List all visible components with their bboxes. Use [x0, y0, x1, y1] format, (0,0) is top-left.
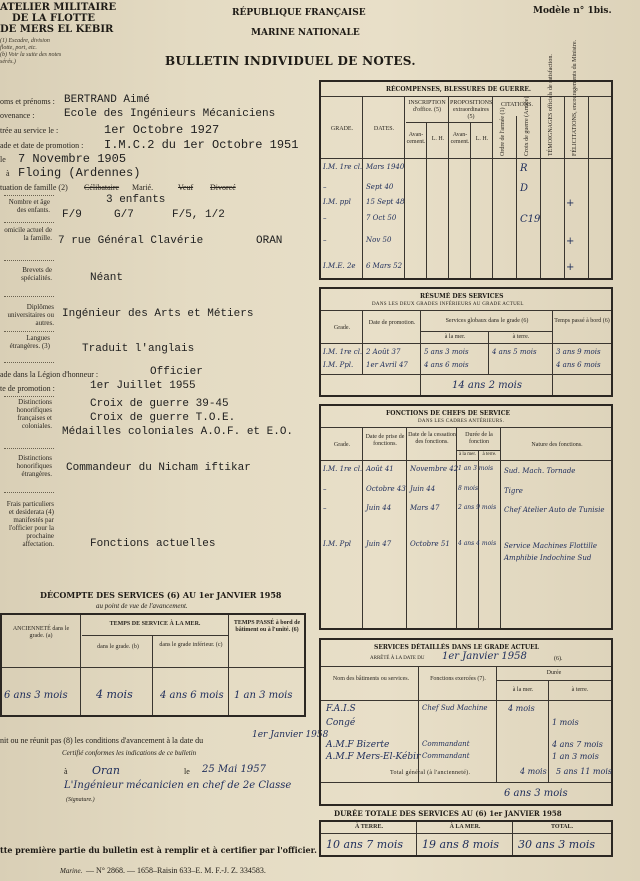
date-le: le [184, 767, 190, 776]
name-label: oms et prénoms : [0, 97, 55, 106]
atelier-header [0, 2, 116, 35]
dist-fr-1: Croix de guerre 39-45 [90, 398, 229, 410]
fonctions-title: FONCTIONS DE CHEFS DE SERVICE [386, 410, 511, 417]
decompte-subtitle: au point de vue de l'avancement. [96, 602, 188, 610]
detailles-grand-total: 6 ans 3 mois [504, 788, 568, 799]
frais-label: Frais particuliers et desiderata (4) manifestés par l'officier pour la prochaine affectation. [6, 500, 54, 548]
rec-sub-d: L. H. [475, 136, 489, 142]
detailles-row-fonction: Commandant [422, 740, 470, 748]
dist-fr-label: Distinctions honorifiques françaises et coloniales. [16, 398, 52, 430]
resume-subtitle: DANS LES DEUX GRADES INFÉRIEURS AU GRADE ACTUEL [372, 302, 524, 307]
marine-title: MARINE NATIONALE [251, 28, 360, 38]
fonctions-row-debut: Juin 47 [366, 540, 392, 548]
birth-date: 7 Novembre 1905 [18, 152, 127, 166]
fonctions-col-terre: à terre. [482, 452, 497, 457]
fonctions-col-mer: à la mer. [458, 452, 477, 457]
rec-sub-f: Croix de guerre (Armée) [524, 96, 530, 156]
fonctions-row-fin: Mars 47 [410, 504, 440, 512]
rec-col-dates: DATES. [373, 126, 395, 132]
child-age-2: G/7 [114, 209, 134, 221]
decompte-col-anc: ANCIENNETÉ dans le grade. (a) [12, 626, 70, 639]
detailles-date: 1er Janvier 1958 [442, 651, 527, 662]
duree-terre-value: 10 ans 7 mois [326, 838, 403, 851]
fonctions-row-duree: 1 an 3 mois [458, 465, 494, 472]
honneur-value: Officier [150, 366, 203, 378]
family-label: tuation de famille (2) [0, 183, 68, 192]
fonctions-row-grade: – [323, 504, 327, 512]
duree-total-value: 30 ans 3 mois [518, 838, 595, 851]
atelier-notes [0, 38, 61, 66]
detailles-row-fonction: Chef Sud Machine [422, 704, 488, 712]
fonctions-row-duree: 4 ans 4 mois [458, 540, 497, 547]
detailles-col-duree: Durée [546, 670, 562, 676]
rec-sub-b: L. H. [431, 136, 445, 142]
date-value: 25 Mai 1957 [202, 764, 266, 775]
rec-sub-a: Avan-cement. [406, 132, 426, 145]
footer-code: — N° 2868. — 1658–Raisin 633–E. M. F.-J. Z. 334583. [86, 866, 266, 875]
fonctions-row-nature: Tigre [504, 487, 523, 495]
rec-row-mark: D [520, 183, 529, 194]
grade-label: ade et date de promotion : [0, 141, 84, 150]
detailles-row-terre: 1 an 3 mois [552, 752, 599, 761]
resume-total: 14 ans 2 mois [452, 380, 522, 391]
rec-row-date: Nov 50 [366, 236, 392, 244]
detailles-row-fonction: Commandant [422, 752, 470, 760]
rec-row-grade: – [323, 183, 327, 191]
dist-fr-2: Croix de guerre T.O.E. [90, 412, 236, 424]
dist-etr-value: Commandeur du Nicham iftikar [66, 462, 251, 474]
child-age-1: F/9 [62, 209, 82, 221]
detailles-ref: (6). [554, 656, 563, 662]
resume-col-terre: à terre. [512, 334, 530, 340]
grade-value: I.M.C.2 du 1er Octobre 1951 [104, 138, 299, 152]
rec-sub-e: Ordre de l'armée (1) [500, 107, 506, 156]
bulletin-title: BULLETIN INDIVIDUEL DE NOTES. [165, 54, 416, 68]
children-count: 3 enfants [106, 194, 166, 206]
resume-row-date: 1er Avril 47 [366, 361, 408, 369]
decompte-mer-a-value: 4 mois [96, 688, 133, 701]
resume-row-terre: 4 ans 5 mois [492, 348, 537, 356]
rec-row-date: Sept 40 [366, 183, 394, 191]
recompenses-title: RÉCOMPENSES, BLESSURES DE GUERRE. [386, 86, 532, 93]
fonctions-row-duree: 2 ans 9 mois [458, 504, 497, 511]
footer-marine: Marine. [60, 867, 83, 875]
diplomes-value: Ingénieur des Arts et Métiers [62, 308, 254, 320]
detailles-col-nom: Nom des bâtiments ou services. [332, 676, 410, 682]
atelier-note1: (1) Escadre, division [0, 38, 50, 44]
atelier-line1: ATELIER MILITAIRE [0, 2, 117, 13]
detailles-total-mer: 4 mois [520, 767, 547, 776]
rec-row-mark: + [566, 198, 575, 209]
reunit-date: 1er Janvier 1958 [252, 730, 329, 740]
atelier-note3: (b) Voir la suite des notes [0, 52, 62, 58]
birth-place: Floing (Ardennes) [18, 166, 141, 180]
decompte-passe-value: 1 an 3 mois [234, 690, 293, 701]
rec-col-inscription: INSCRIPTION d'office. (5) [408, 100, 446, 113]
rec-row-grade: I.M. ppl [323, 198, 351, 206]
republic-title: RÉPUBLIQUE FRANÇAISE [232, 8, 366, 18]
resume-row-mer: 4 ans 6 mois [424, 361, 469, 369]
fonctions-row-nature: Sud. Mach. Tornade [504, 467, 576, 475]
detailles-row-terre: 1 mois [552, 718, 579, 727]
detailles-row-terre: 4 ans 7 mois [552, 740, 603, 749]
resume-col-mer: à la mer. [444, 334, 466, 340]
signataire: L'Ingénieur mécanicien en chef de 2e Classe [64, 780, 292, 791]
detailles-row-mer: 4 mois [508, 704, 535, 713]
honneur-date-label: te de promotion : [0, 384, 55, 393]
entry-value: 1er Octobre 1927 [104, 123, 220, 137]
fonctions-row-nature: Chef Atelier Auto de Tunisie [504, 506, 605, 514]
detailles-col-terre: à terre. [571, 687, 589, 693]
birth-place-label: à [6, 169, 10, 178]
fonctions-row-debut: Juin 44 [366, 504, 392, 512]
fonctions-row-fin: Novembre 42 [410, 465, 459, 473]
atelier-line3: DE MERS EL KEBIR [0, 24, 114, 35]
honneur-date: 1er Juillet 1955 [90, 380, 196, 392]
rec-row-grade: – [323, 214, 327, 222]
detailles-total-label: Total général (à l'ancienneté). [390, 770, 471, 776]
family-celibataire: Célibataire [84, 183, 120, 192]
family-divorce: Divorcé [210, 183, 236, 192]
resume-row-passe: 3 ans 9 mois [556, 348, 601, 356]
child-age-3: F/5, 1/2 [172, 209, 225, 221]
fonctions-row-debut: Octobre 43 [366, 485, 406, 493]
lieu-value: Oran [92, 764, 120, 777]
domicile-city: ORAN [256, 235, 283, 247]
fonctions-col-debut: Date de prise de fonctions. [365, 434, 405, 447]
duree-title: DURÉE TOTALE DES SERVICES AU (6) 1er JANVIER 1958 [334, 809, 562, 818]
detailles-col-mer: à la mer. [512, 687, 534, 693]
langues-value: Traduit l'anglais [82, 343, 195, 355]
decompte-anc-value: 6 ans 3 mois [4, 690, 68, 701]
resume-col-grade: Grade. [333, 325, 351, 331]
fonctions-row-fin: Juin 44 [410, 485, 436, 493]
children-label: Nombre et âge des enfants. [8, 198, 50, 214]
detailles-col-fonctions: Fonctions exercées (7). [430, 676, 486, 682]
domicile-label: omicile actuel de la famille. [4, 226, 52, 242]
brevets-value: Néant [90, 272, 124, 284]
decompte-title: DÉCOMPTE DES SERVICES (6) AU 1er JANVIER 1958 [40, 590, 282, 600]
detailles-row-nom: Congé [326, 718, 356, 728]
fonctions-row-grade: I.M. 1re cl. [323, 465, 363, 473]
decompte-col-passe: TEMPS PASSÉ à bord de bâtiment ou à l'unité. (6) [233, 620, 301, 633]
atelier-line2: DE LA FLOTTE [12, 13, 96, 24]
footer-note: tte première partie du bulletin est à remplir et à certifier par l'officier. [0, 845, 317, 855]
fonctions-row-grade: I.M. Ppl [323, 540, 352, 548]
atelier-note4: sérés.) [0, 59, 16, 65]
rec-row-date: 7 Oct 50 [366, 214, 397, 222]
resume-row-passe: 4 ans 6 mois [556, 361, 601, 369]
rec-row-grade: I.M.E. 2e [323, 262, 356, 270]
dist-fr-3: Médailles coloniales A.O.F. et E.O. [62, 426, 294, 438]
certifie-text: Certifié conformes les indications de ce bulletin [62, 749, 197, 757]
model-number: Modèle n° 1bis. [533, 6, 612, 16]
fonctions-row-fin: Octobre 51 [410, 540, 450, 548]
lieu-a: à [64, 767, 68, 776]
rec-col-citations: CITATIONS. [500, 102, 534, 108]
name-value: BERTRAND Aimé [64, 94, 150, 106]
rec-sub-c: Avan-cement. [450, 132, 470, 145]
rec-row-mark: + [566, 236, 575, 247]
duree-col-total: TOTAL. [551, 824, 573, 830]
resume-col-glob: Services globaux dans le grade (6) [445, 318, 529, 324]
rec-col-grade: GRADE. [330, 126, 354, 132]
resume-col-passe: Temps passé à bord (6) [554, 318, 610, 324]
fonctions-col-grade: Grade. [333, 442, 351, 448]
decompte-col-mer: TEMPS DE SERVICE À LA MER. [109, 621, 201, 627]
frais-value: Fonctions actuelles [90, 538, 216, 550]
rec-row-grade: I.M. 1re cl. [323, 163, 363, 171]
rec-row-date: Mars 1940 [366, 163, 405, 171]
fonctions-row-debut: Août 41 [366, 465, 394, 473]
rec-row-date: 15 Sept 48 [366, 198, 405, 206]
rec-row-mark: C19 [520, 214, 541, 225]
signature-note: (Signature.) [66, 797, 95, 803]
detailles-row-nom: A.M.F Mers-El-Kébir [326, 752, 421, 762]
fonctions-row-grade: – [323, 485, 327, 493]
dist-etr-label: Distinctions honorifiques étrangères. [16, 454, 52, 478]
domicile-value: 7 rue Général Clavérie [58, 235, 204, 247]
detailles-subtitle: ARRÊTÉ À LA DATE DU [370, 656, 425, 661]
duree-mer-value: 19 ans 8 mois [422, 838, 499, 851]
provenance-value: Ecole des Ingénieurs Mécaniciens [64, 108, 276, 120]
reunit-text: nit ou ne réunit pas (8) les conditions d'avancement à la date du [0, 736, 204, 745]
detailles-total-terre: 5 ans 11 mois [556, 767, 612, 776]
resume-row-date: 2 Août 37 [366, 348, 401, 356]
rec-row-mark: + [566, 262, 575, 273]
fonctions-row-nature: Service Machines Flottille Amphibie Indochine Sud [504, 542, 598, 562]
fonctions-col-duree: Durée de la fonction [465, 432, 493, 445]
fonctions-col-nature: Nature des fonctions. [531, 442, 583, 448]
birth-label: le [0, 155, 6, 164]
resume-col-date: Date de promotion. [368, 320, 416, 326]
decompte-col-mer-a: dans le grade. (b) [97, 644, 139, 650]
atelier-note2: flotte, port, etc. [0, 45, 37, 51]
fonctions-subtitle: DANS LES CADRES ANTÉRIEURS. [418, 419, 505, 424]
rec-row-mark: R [520, 163, 528, 174]
entry-label: trée au service le : [0, 126, 59, 135]
rec-row-date: 6 Mars 52 [366, 262, 403, 270]
diplomes-label: Diplômes universitaires ou autres. [7, 303, 54, 327]
rec-row-grade: – [323, 236, 327, 244]
duree-col-mer: À LA MER. [449, 824, 481, 830]
resume-title: RÉSUMÉ DES SERVICES [420, 293, 504, 300]
rec-col-temoignages: TÉMOIGNAGES officiels de satisfaction. [548, 54, 554, 156]
fonctions-row-duree: 8 mois [458, 485, 479, 492]
resume-row-grade: I.M. Ppl. [323, 361, 354, 369]
rec-col-propositions: PROPOSITIONS extraordinaires (5) [450, 100, 493, 120]
langues-label: Langues étrangères. (3) [9, 334, 50, 350]
fonctions-col-fin: Date de la cessation des fonctions. [408, 432, 456, 445]
resume-row-grade: I.M. 1re cl. [323, 348, 363, 356]
brevets-label: Brevets de spécialités. [21, 266, 52, 282]
family-veuf: Veuf [178, 183, 194, 192]
decompte-mer-b-value: 4 ans 6 mois [160, 690, 224, 701]
detailles-row-nom: A.M.F Bizerte [326, 740, 390, 750]
decompte-col-mer-b: dans le grade inférieur. (c) [159, 642, 223, 648]
detailles-row-nom: F.A.I.S [326, 704, 356, 714]
provenance-label: ovenance : [0, 111, 35, 120]
rec-col-felicitations: FÉLICITATIONS, encouragements du Ministre. [572, 40, 578, 156]
resume-row-mer: 5 ans 3 mois [424, 348, 469, 356]
detailles-title: SERVICES DÉTAILLÉS DANS LE GRADE ACTUEL [374, 644, 539, 651]
honneur-label: ade dans la Légion d'honneur : [0, 370, 99, 379]
family-marie: Marié. [132, 183, 154, 192]
duree-col-terre: À TERRE. [355, 824, 383, 830]
